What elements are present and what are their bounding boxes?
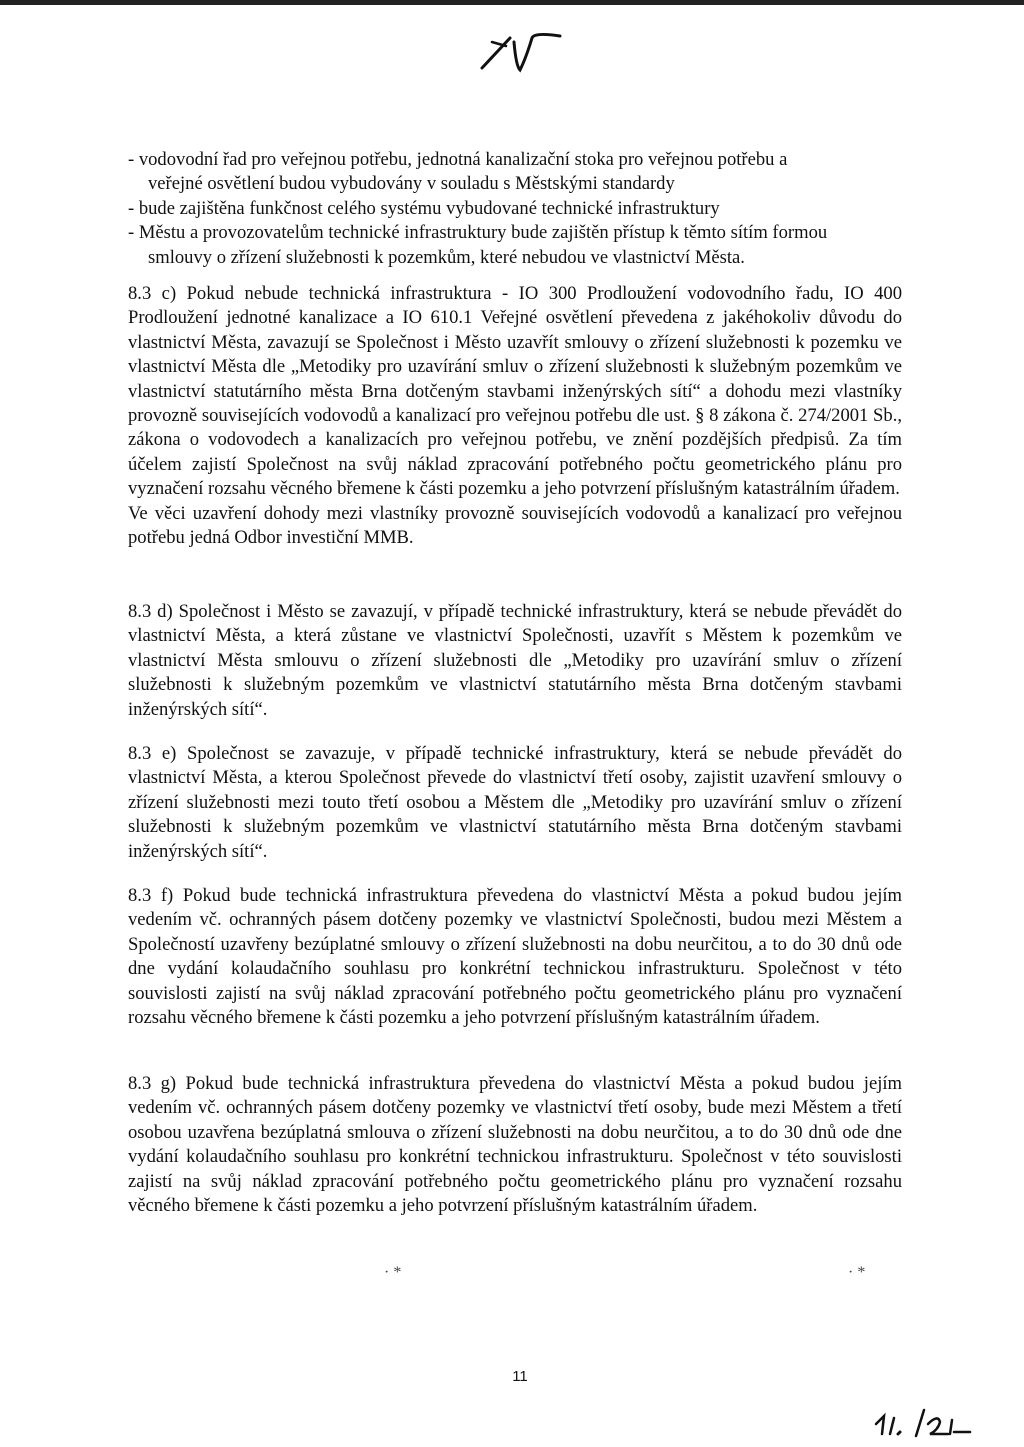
section-8-3-d (128, 600, 902, 722)
handwritten-page-count (868, 1404, 978, 1440)
section-e-paragraph: 8.3 e) Společnost se zavazuje, v případě technické infrastruktury, která se nebude převádět do vlastnictví Města, a kterou Společnost převede do vlastnictví třetí osoby, zajistit uzavření smlouvy o zřízení služebnosti mezi touto třetí osobou a Městem dle „Metodiky pro uzavírání smluv o zřízení služebnosti k služebným pozemkům ve vlastnictví statutárního města Brna dotčeným stavbami inženýrských sítí“. (128, 743, 902, 862)
intro-line: - Městu a provozovatelům technické infrastruktury bude zajištěn přístup k těmto sítím formou (128, 222, 828, 244)
section-g-paragraph: 8.3 g) Pokud bude technická infrastruktura převedena do vlastnictví Města a pokud budou jejím vedením vč. ochranných pásem dotčeny pozemky ve vlastnictví třetí osoby, bude mezi Městem a třetí osobou uzavřena bezúplatná smlouva o zřízení služebnosti na dobu neurčitou, a to do 30 dnů ode dne vydání kolaudačního souhlasu pro konkrétní technickou infrastrukturu. Společnost v této souvislosti zajistí na svůj náklad zpracování potřebného počtu geometrického plánu pro vyznačení rozsahu věcného břemene k části pozemku a jeho potvrzení příslušným katastrálním úřadem. (128, 1073, 902, 1217)
intro-line: - bude zajištěna funkčnost celého systému vybudované technické infrastruktury (128, 197, 720, 219)
section-f-paragraph: 8.3 f) Pokud bude technická infrastruktura převedena do vlastnictví Města a pokud budou jejím vedením vč. ochranných pásem dotčeny pozemky ve vlastnictví Společnosti, budou mezi Městem a Společností uzavřeny bezúplatné smlouvy o zřízení služebnosti na dobu neurčitou, a to do 30 dnů ode dne vydání kolaudačního souhlasu pro konkrétní technickou infrastrukturu. Společnost v této souvislosti zajistí na svůj náklad zpracování potřebného počtu geometrického plánu pro vyznačení rozsahu věcného břemene k části pozemku a jeho potvrzení příslušným katastrálním úřadem. (128, 885, 902, 1029)
intro-line: veřejné osvětlení budou vybudovány v souladu s Městskými standardy (148, 173, 675, 195)
section-8-3-c (128, 282, 902, 550)
section-8-3-g (128, 1072, 902, 1218)
section-8-3-f (128, 884, 902, 1030)
handwritten-page-mark (462, 18, 562, 76)
section-c-note: Ve věci uzavření dohody mezi vlastníky provozně souvisejících vodovodů a kanalizací pro veřejnou potřebu jedná Odbor investiční MMB. (128, 502, 902, 549)
intro-line: - vodovodní řad pro veřejnou potřebu, jednotná kanalizační stoka pro veřejnou potřebu a (128, 149, 788, 170)
section-8-3-e (128, 742, 902, 864)
section-c-paragraph: 8.3 c) Pokud nebude technická infrastruktura - IO 300 Prodloužení vodovodního řadu, IO 400 Prodloužení jednotné kanalizace a IO 610.1 Veřejné osvětlení převedena z jakéhokoliv důvodu do vlastnictví Města, zavazují se Společnost i Město uzavřít smlouvy o zřízení služebnosti k pozemku ve vlastnictví Města dle „Metodiky pro uzavírání smluv o zřízení služebnosti k služebným pozemkům ve vlastnictví statutárního města Brna dotčeným stavbami inženýrských sítí“ a dohodu mezi vlastníky provozně souvisejících vodovodů a kanalizací pro veřejnou potřebu dle ust. § 8 zákona č. 274/2001 Sb., zákona o vodovodech a kanalizacích pro veřejnou potřebu, ve znění pozdějších předpisů. Za tím účelem zajistí Společnost na svůj náklad zpracování potřebného počtu geometrického plánu pro vyznačení rozsahu věcného břemene k části pozemku a jeho potvrzení příslušným katastrálním úřadem. (128, 283, 902, 500)
scan-edge (0, 0, 1024, 5)
scan-artifact: · * (848, 1264, 866, 1281)
page-number: 11 (512, 1368, 528, 1385)
intro-list (128, 148, 902, 270)
scan-artifact: · * (384, 1264, 402, 1281)
intro-line: smlouvy o zřízení služebnosti k pozemkům, které nebudou ve vlastnictví Města. (148, 246, 745, 268)
section-d-paragraph: 8.3 d) Společnost i Město se zavazují, v případě technické infrastruktury, která se nebude převádět do vlastnictví Města, a která zůstane ve vlastnictví Společnosti, uzavřít s Městem k pozemkům ve vlastnictví Města smlouvu o zřízení služebnosti dle „Metodiky pro uzavírání smluv o zřízení služebnosti k služebným pozemkům ve vlastnictví statutárního města Brna dotčeným stavbami inženýrských sítí“. (128, 601, 902, 720)
